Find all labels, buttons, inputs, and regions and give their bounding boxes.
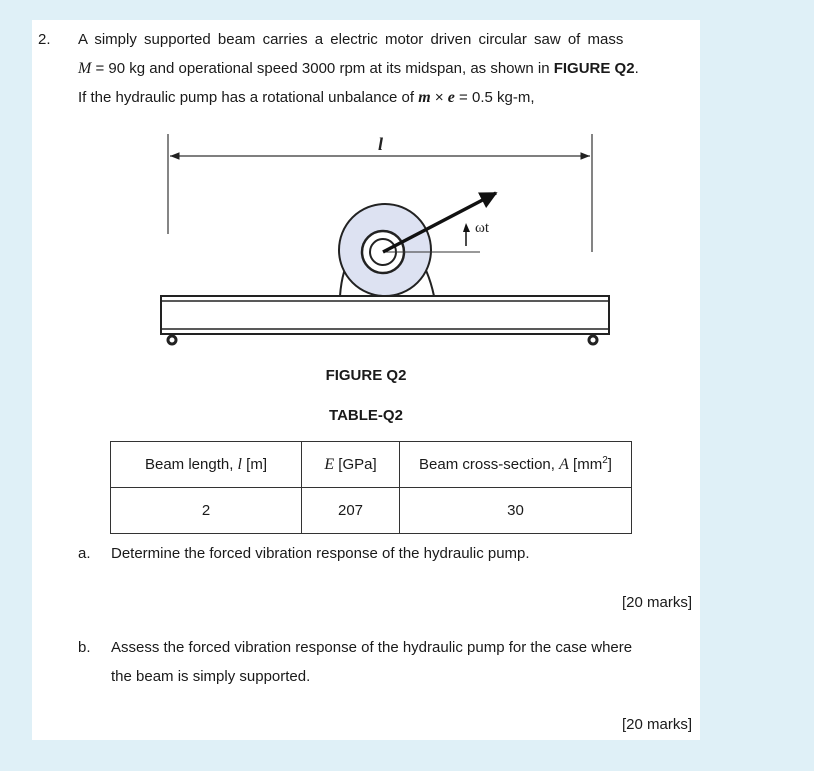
line-3-text: If the hydraulic pump has a rotational unbalance of [78,89,419,106]
line-2-end: . [634,60,639,77]
line-3-end: = 0.5 kg-m, [454,89,535,106]
cell-youngs-modulus: 207 [302,488,400,534]
support-left [168,336,176,344]
line-2-text: = 90 kg and operational speed 3000 rpm at its midspan, as shown in [91,60,554,77]
mass-symbol: M [78,60,92,77]
angle-label: ωt [475,220,490,236]
figure-caption: FIGURE Q2 [325,367,407,384]
part-b-marks: [20 marks] [621,716,692,733]
question-number: 2. [38,31,51,48]
length-label: l [378,134,384,154]
support-right [589,336,597,344]
cell-beam-length: 2 [111,488,302,534]
header-youngs-modulus: E [GPa] [302,442,400,488]
part-b-label: b. [78,639,91,656]
part-b-text-line-2: the beam is simply supported. [111,668,311,685]
part-a-label: a. [78,545,91,562]
cell-cross-section: 30 [400,488,632,534]
angle-arc-head [463,223,470,232]
figure-reference: FIGURE Q2 [553,60,635,77]
table-caption: TABLE-Q2 [329,407,403,424]
question-line-2 [78,60,639,78]
table-header-row [111,442,632,488]
header-cross-section: Beam cross-section, A $[mm^2]$ [400,442,632,488]
header-beam-length: Beam length, l [m] [111,442,302,488]
times-symbol: × [430,89,448,106]
question-line-1: A simply supported beam carries a electric motor driven circular saw of mass [78,31,624,48]
question-line-3 [78,89,535,107]
part-a-text: Determine the forced vibration response of the hydraulic pump. [111,545,530,562]
table-row [111,488,632,534]
beam-diagram [152,128,622,368]
properties-table [110,441,632,534]
question-sheet [32,20,700,740]
part-b-text-line-1: Assess the forced vibration response of the hydraulic pump for the case where [111,639,633,656]
e-symbol: e [447,89,455,106]
part-a-marks: [20 marks] [621,594,692,611]
m-symbol: m [418,89,431,106]
